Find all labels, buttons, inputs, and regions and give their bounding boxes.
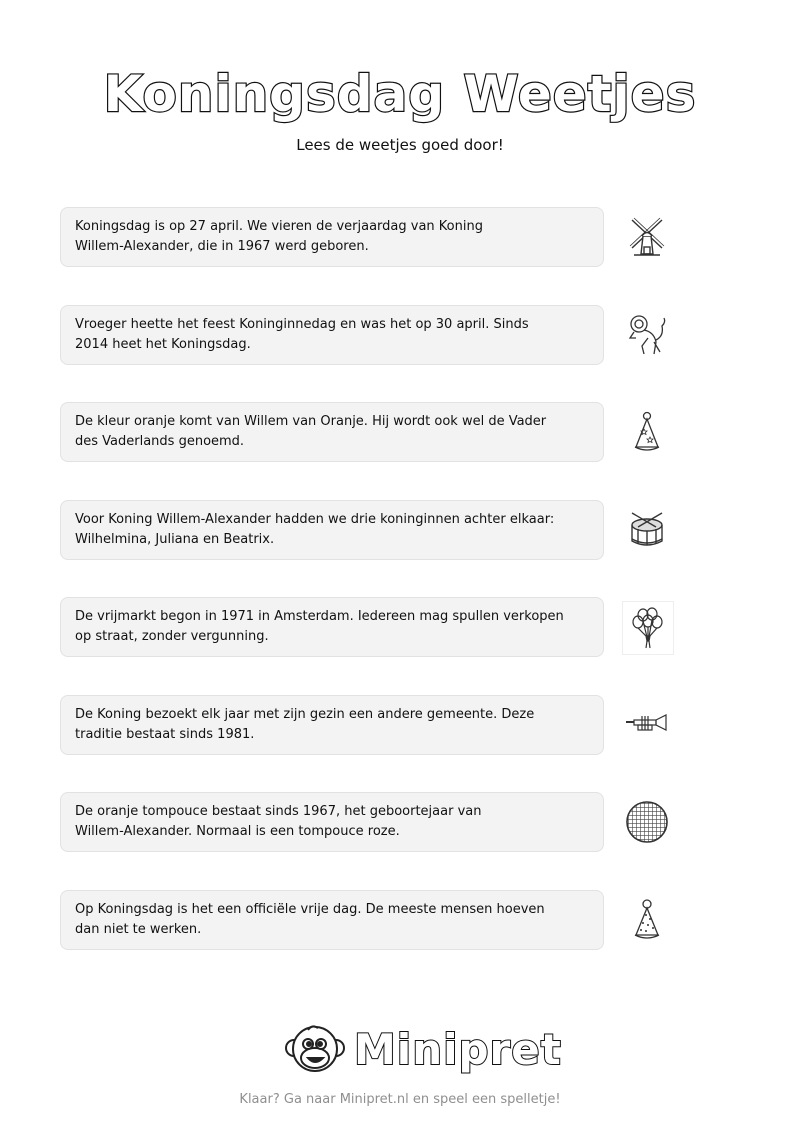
fact-text: Voor Koning Willem-Alexander hadden we drie koninginnen achter elkaar:: [75, 512, 555, 527]
windmill-icon: [622, 211, 672, 263]
fact-text: traditie bestaat sinds 1981.: [75, 727, 255, 742]
fact-text: Willem-Alexander. Normaal is een tompouce roze.: [75, 824, 400, 839]
fact-text: Vroeger heette het feest Koninginnedag en was het op 30 april. Sinds: [75, 317, 529, 332]
page-subtitle: Lees de weetjes goed door!: [296, 136, 504, 154]
fact-text: des Vaderlands genoemd.: [75, 434, 245, 449]
fact-text: dan niet te werken.: [75, 922, 202, 937]
party-hat-dots-icon: [622, 894, 672, 946]
fact-text: 2014 heet het Koningsdag.: [75, 337, 251, 352]
fact-text: De vrijmarkt begon in 1971 in Amsterdam. Iedereen mag spullen verkopen: [75, 609, 564, 624]
fact-text: De kleur oranje komt van Willem van Oranje. Hij wordt ook wel de Vader: [75, 414, 547, 429]
fact-text: Op Koningsdag is het een officiële vrije dag. De meeste mensen hoeven: [75, 902, 545, 917]
fact-text: Wilhelmina, Juliana en Beatrix.: [75, 532, 275, 547]
footer-text: Klaar? Ga naar Minipret.nl en speel een spelletje!: [239, 1092, 561, 1107]
waffle-icon: [622, 796, 672, 848]
fact-card: [60, 402, 604, 462]
balloons-icon: [622, 601, 674, 655]
page-title: Koningsdag Weetjes: [103, 65, 697, 123]
fact-text: op straat, zonder vergunning.: [75, 629, 269, 644]
fact-text: De oranje tompouce bestaat sinds 1967, het geboortejaar van: [75, 804, 482, 819]
trumpet-icon: [622, 699, 672, 751]
fact-card: [60, 890, 604, 950]
fact-text: De Koning bezoekt elk jaar met zijn gezin een andere gemeente. Deze: [75, 707, 535, 722]
logo-text: Minipret: [354, 1024, 562, 1074]
drum-icon: [622, 504, 672, 556]
party-hat-stars-icon: [622, 406, 672, 458]
minipret-logo[interactable]: [284, 1020, 562, 1078]
monkey-icon: [284, 1022, 346, 1076]
fact-text: Willem-Alexander, die in 1967 werd geboren.: [75, 239, 369, 254]
fact-card: [60, 695, 604, 755]
lion-icon: [622, 309, 672, 361]
fact-text: Koningsdag is op 27 april. We vieren de verjaardag van Koning: [75, 219, 483, 234]
fact-card: [60, 500, 604, 560]
fact-card: [60, 597, 604, 657]
fact-card: [60, 305, 604, 365]
fact-card: [60, 207, 604, 267]
fact-card: [60, 792, 604, 852]
